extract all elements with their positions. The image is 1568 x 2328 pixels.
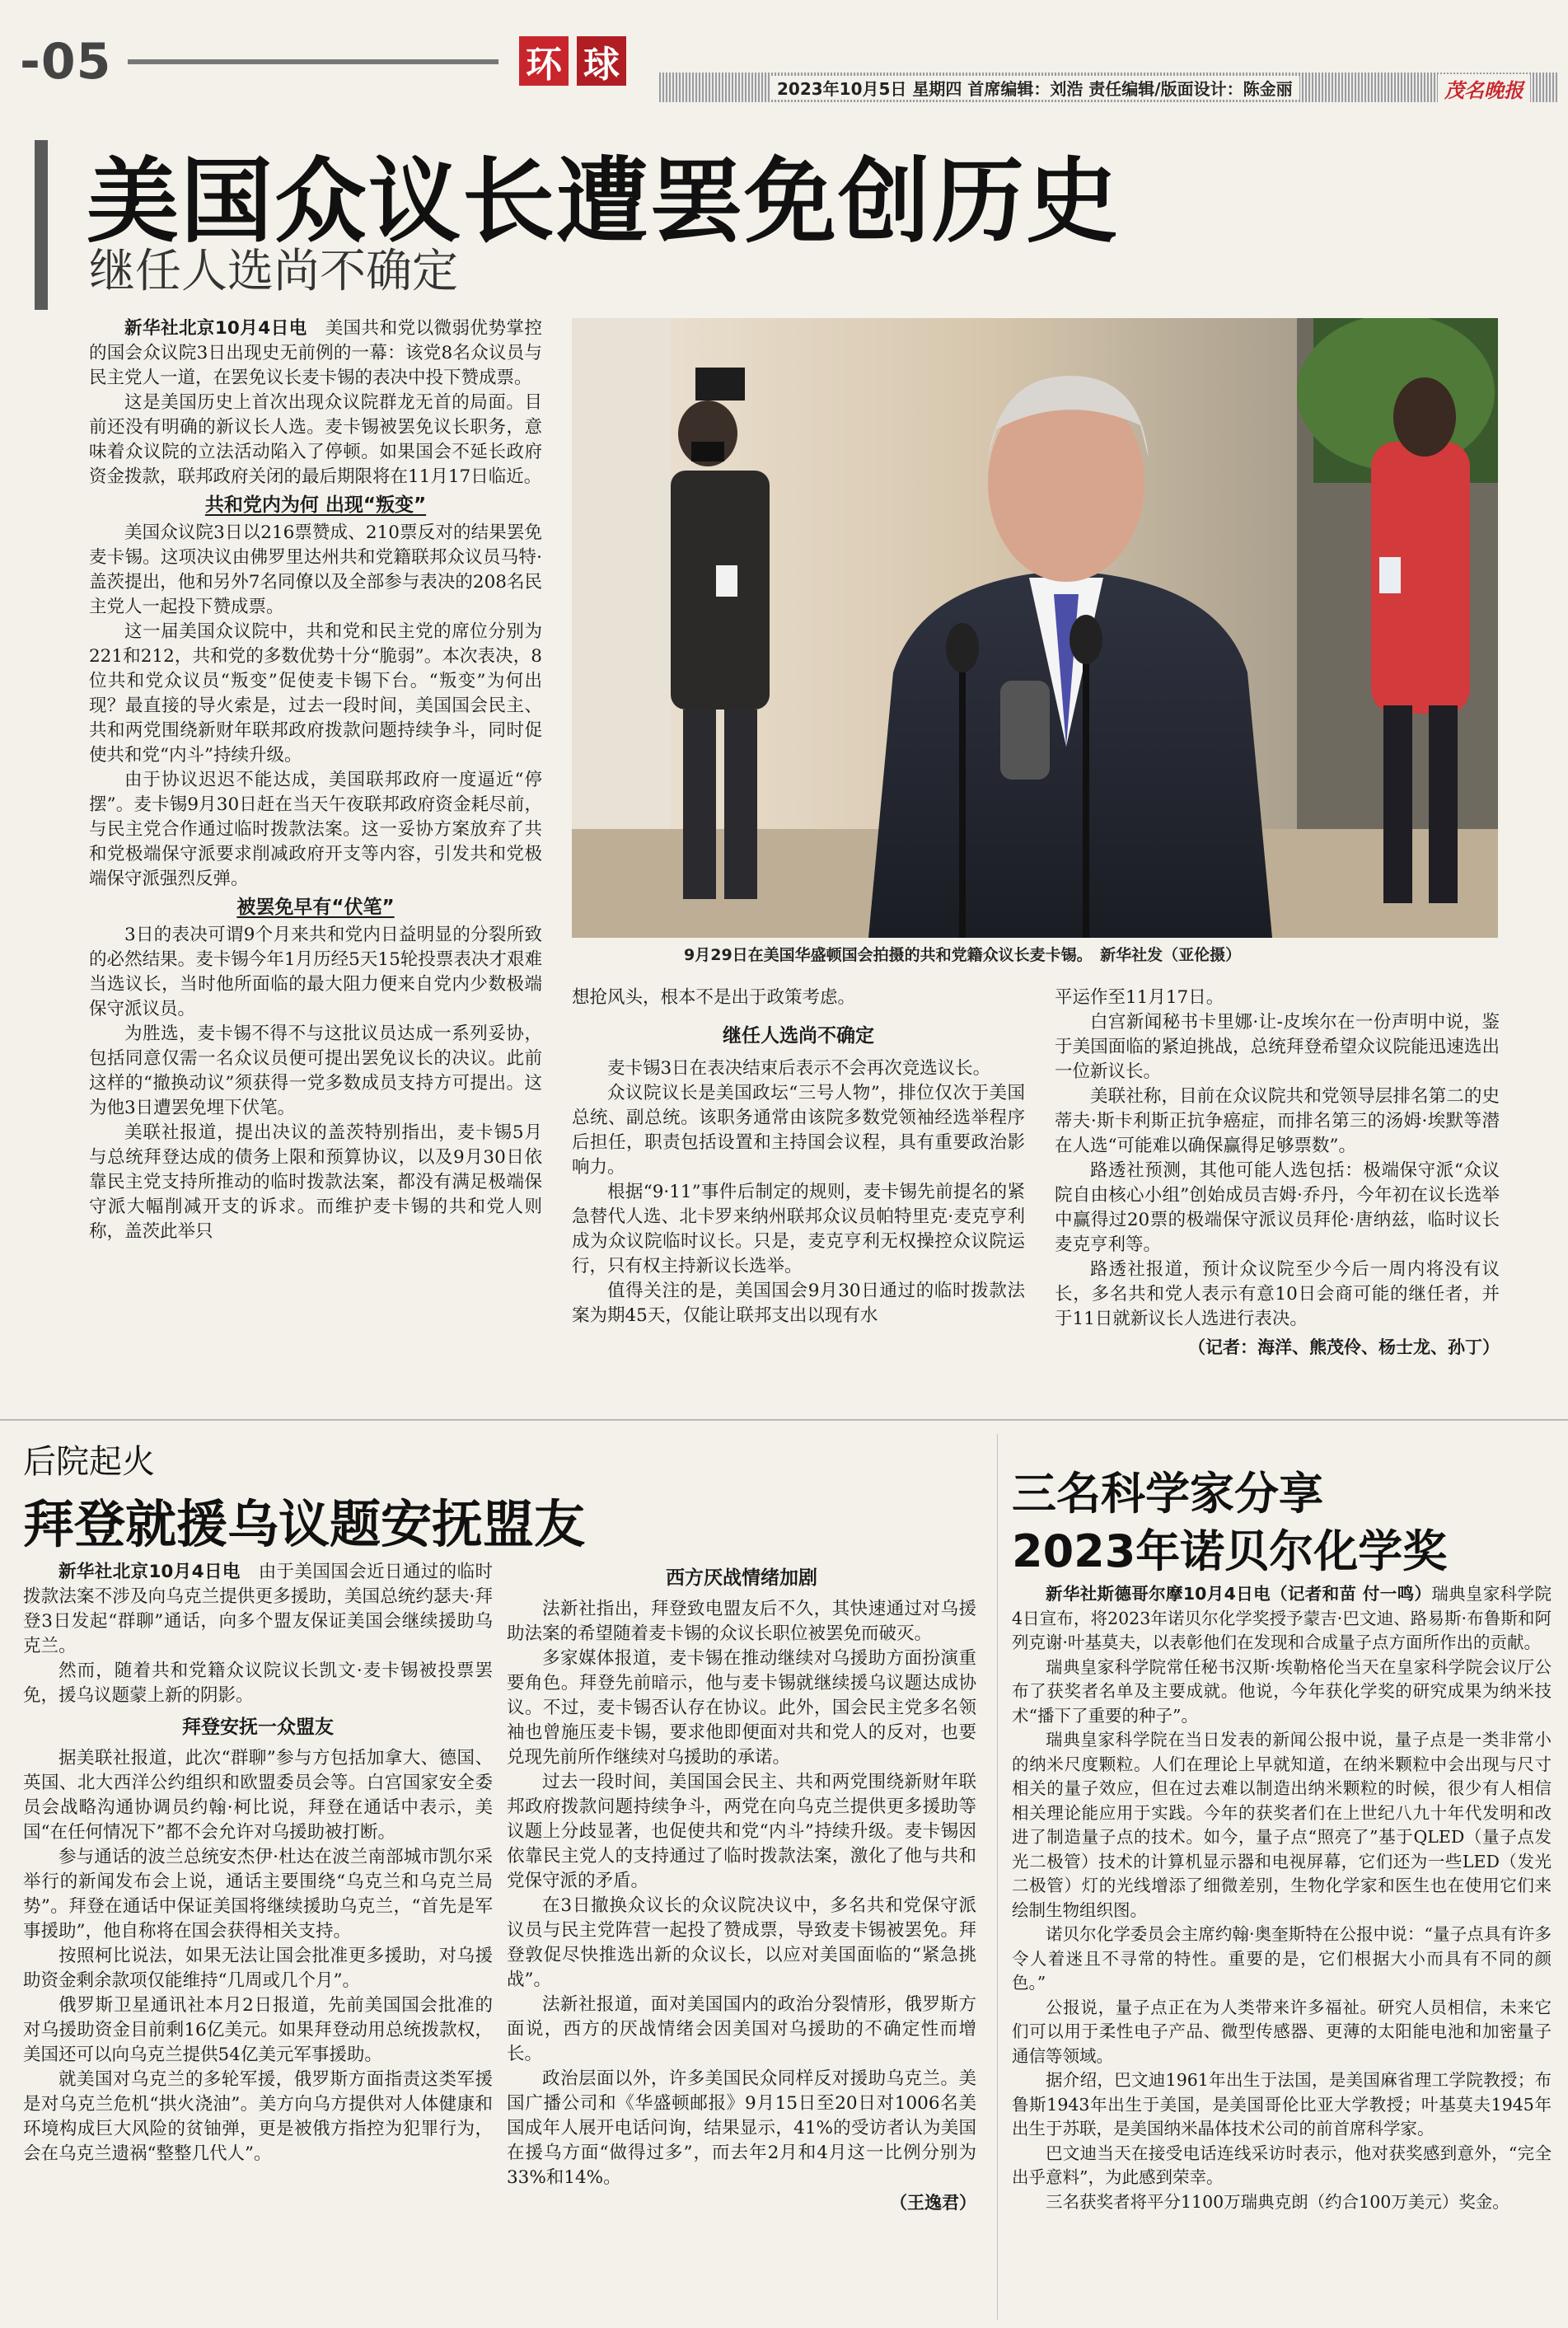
nobel-title-line-1: 三名科学家分享	[1012, 1468, 1323, 1520]
ukraine-byline: （王逸君）	[890, 2193, 976, 2213]
header-rule	[128, 59, 498, 64]
photo-caption: 9月29日在美国华盛顿国会拍摄的共和党籍众议长麦卡锡。 新华社发（亚伦摄）	[684, 946, 1242, 964]
ukraine-c2-p3: 过去一段时间，美国国会民主、共和两党围绕新财年联邦政府拨款问题持续争斗，两党在向乌克兰提供更多援助等议题上分歧显著，也促使共和党“内斗”持续升级。麦卡锡因依靠民主党人的支持通过了临时拨款法案，激化了他与共和党保守派的矛盾。	[507, 1772, 976, 1891]
nobel-p7: 巴文迪当天在接受电话连线采访时表示，他对获奖感到意外，“完全出乎意料”，为此感到荣幸。	[1012, 2143, 1552, 2187]
nobel-p4: 诺贝尔化学委员会主席约翰·奥奎斯特在公报中说：“量子点具有许多令人着迷且不寻常的特性。重要的是，它们根据大小而具有不同的颜色。”	[1012, 1924, 1552, 1993]
lead-c1-p7: 为胜选，麦卡锡不得不与这批议员达成一系列妥协，包括同意仅需一名众议员便可提出罢免议长的决议。此前这样的“撤换动议”须获得一党多数成员支持方可提出。这为他3日遭罢免埋下伏笔。	[89, 1023, 542, 1118]
ukraine-c2-p2: 多家媒体报道，麦卡锡在推动继续对乌援助方面扮演重要角色。拜登先前暗示，他与麦卡锡就继续援乌议题达成协议。不过，麦卡锡否认存在协议。此外，国会民主党多名领袖也曾施压麦卡锡，要求他即便面对共和党人的反对，也要兑现先前所作继续对乌援助的承诺。	[507, 1648, 976, 1768]
lead-c1-subhead-2: 被罢免早有“伏笔”	[236, 897, 395, 918]
lead-c3-p1: 平运作至11月17日。	[1055, 987, 1224, 1008]
nobel-p5: 公报说，量子点正在为人类带来许多福祉。研究人员相信，未来它们可以用于柔性电子产品、微型传感器、更薄的太阳能电池和加密量子通信等领域。	[1012, 1997, 1552, 2066]
ukraine-c1-p4: 参与通话的波兰总统安杰伊·杜达在波兰南部城市凯尔采举行的新闻发布会上说，通话主要围绕“乌克兰和乌克兰局势”。拜登在通话中保证美国将继续援助乌克兰，“首先是军事援助”，他自称将在国会获得相关支持。	[23, 1847, 493, 1942]
ukraine-dateline: 新华社北京10月4日电	[59, 1562, 241, 1582]
nobel-p3: 瑞典皇家科学院在当日发表的新闻公报中说，量子点是一类非常小的纳米尺度颗粒。人们在理论上早就知道，在纳米颗粒中会出现与尺寸相关的量子效应，但在过去难以制造出纳米颗粒的时候，很少有人相信相关理论能应用于实践。今年的获奖者们在上世纪八九十年代发明和改进了制造量子点的技术。如今，量子点“照亮了”基于QLED（量子点发光二极管）技术的计算机显示器和电视屏幕，它们还为一些LED（发光二极管）灯的光线增添了细微差别，生物化学家和医生也在使用它们来绘制生物组织图。	[1012, 1730, 1552, 1920]
ukraine-kicker: 后院起火	[23, 1443, 155, 1481]
lead-c1-p3: 美国众议院3日以216票赞成、210票反对的结果罢免麦卡锡。这项决议由佛罗里达州共和党籍联邦众议员马特·盖茨提出，他和另外7名同僚以及全部参与表决的208名民主党人一起投下赞成票。	[89, 522, 542, 617]
brand-logo: 茂名晚报	[1438, 74, 1530, 103]
ukraine-c2-p4: 在3日撤换众议长的众议院决议中，多名共和党保守派议员与民主党阵营一起投了赞成票，导致麦卡锡被罢免。拜登敦促尽快推选出新的众议长，以应对美国面临的“紧急挑战”。	[507, 1895, 976, 1990]
nobel-p2: 瑞典皇家科学院常任秘书汉斯·埃勒格伦当天在皇家科学院会议厅公布了获奖者名单及主要成就。他说，今年获化学奖的研究成果为纳米技术“播下了重要的种子”。	[1012, 1656, 1552, 1726]
photo-illustration	[572, 318, 1498, 938]
nobel-p6: 据介绍，巴文迪1961年出生于法国，是美国麻省理工学院教授；布鲁斯1943年出生于美国，是美国哥伦比亚大学教授；叶基莫夫1945年出生于苏联，是美国纳米晶体技术公司的前首席科学家。	[1012, 2070, 1552, 2138]
nobel-p8: 三名获奖者将平分1100万瑞典克朗（约合100万美元）奖金。	[1046, 2191, 1509, 2212]
lead-byline: （记者：海洋、熊茂伶、杨士龙、孙丁）	[1188, 1337, 1500, 1357]
nobel-column	[1012, 1582, 1552, 2324]
lead-c1-p4: 这一届美国众议院中，共和党和民主党的席位分别为221和212，共和党的多数优势十分“脆弱”。本次表决，8位共和党众议员“叛变”促使麦卡锡下台。“叛变”为何出现？最直接的导火索是，过去一段时间，美国国会民主、共和两党围绕新财年联邦政府拨款问题持续争斗，同时促使共和党“内斗”持续升级。	[89, 621, 542, 766]
ukraine-c2-p6: 政治层面以外，许多美国民众同样反对援助乌克兰。美国广播公司和《华盛顿邮报》9月15日至20日对1006名美国成年人展开电话问询，结果显示，41%的受访者认为美国在援乌方面“做得过多”，而去年2月和4月这一比例分别为33%和14%。	[507, 2068, 976, 2188]
lead-photo	[572, 318, 1498, 938]
ukraine-c1-p3: 据美联社报道，此次“群聊”参与方包括加拿大、德国、英国、北大西洋公约组织和欧盟委员会等。白宫国家安全委员会战略沟通协调员约翰·柯比说，拜登在通话中表示，美国“在任何情况下”都不会允许对乌援助被打断。	[23, 1748, 493, 1843]
lead-c3-p2: 白宫新闻秘书卡里娜·让-皮埃尔在一份声明中说，鉴于美国面临的紧迫挑战，总统拜登希望众议院能迅速选出一位新议长。	[1055, 1012, 1500, 1082]
ukraine-c1-p2: 然而，随着共和党籍众议院议长凯文·麦卡锡被投票罢免，援乌议题蒙上新的阴影。	[23, 1661, 493, 1706]
nobel-title-line-2: 2023年诺贝尔化学奖	[1012, 1525, 1448, 1577]
lead-c1-p8: 美联社报道，提出决议的盖茨特别指出，麦卡锡5月与总统拜登达成的债务上限和预算协议，以及9月30日依靠民主党支持所推动的临时拨款法案，都没有满足极端保守派大幅削减开支的诉求。而维护麦卡锡的共和党人则称，盖茨此举只	[89, 1122, 542, 1242]
lead-dateline: 新华社北京10月4日电	[124, 318, 307, 339]
header-info: 2023年10月5日 星期四 首席编辑：刘浩 责任编辑/版面设计：陈金丽	[770, 76, 1299, 100]
ukraine-title: 拜登就援乌议题安抚盟友	[23, 1494, 586, 1554]
ukraine-c2-subhead: 西方厌战情绪加剧	[666, 1567, 817, 1589]
lead-c2-p3: 众议院议长是美国政坛“三号人物”，排位仅次于美国总统、副总统。该职务通常由该院多数党领袖经选举程序后担任，职责包括设置和主持国会议程，具有重要政治影响力。	[572, 1083, 1025, 1178]
lead-c2-p5: 值得关注的是，美国国会9月30日通过的临时拨款法案为期45天，仅能让联邦支出以现有水	[572, 1281, 1025, 1326]
ukraine-c1-subhead: 拜登安抚一众盟友	[182, 1717, 334, 1738]
ukraine-column-1	[23, 1560, 493, 2322]
ukraine-c1-p7: 就美国对乌克兰的多轮军援，俄罗斯方面指责这类军援是对乌克兰危机“拱火浇油”。美方向乌方提供对人体健康和环境构成巨大风险的贫铀弹，更是被俄方指控为犯罪行为，会在乌克兰遗祸“整整几代人”。	[23, 2069, 493, 2164]
lead-c1-p6: 3日的表决可谓9个月来共和党内日益明显的分裂所致的必然结果。麦卡锡今年1月历经5天15轮投票表决才艰难当选议长，当时他所面临的最大阻力便来自党内少数极端保守派议员。	[89, 925, 542, 1019]
lead-c2-p1: 想抢风头，根本不是出于政策考虑。	[572, 987, 856, 1008]
lead-c3-p3: 美联社称，目前在众议院共和党领导层排名第二的史蒂夫·斯卡利斯正抗争癌症，而排名第三的汤姆·埃默等潜在人选“可能难以确保赢得足够票数”。	[1055, 1086, 1500, 1156]
section-badge-qiu: 球	[577, 36, 626, 86]
section-divider	[0, 1419, 1568, 1421]
lead-c3-p5: 路透社报道，预计众议院至少今后一周内将没有议长，多名共和党人表示有意10日会商可能的继任者，并于11日就新议长人选进行表决。	[1055, 1259, 1500, 1329]
ukraine-c1-p5: 按照柯比说法，如果无法让国会批准更多援助，对乌援助资金剩余款项仅能维持“几周或几个月”。	[23, 1946, 493, 1991]
lead-c2-p4: 根据“9·11”事件后制定的规则，麦卡锡先前提名的紧急替代人选、北卡罗来纳州联邦众议员帕特里克·麦克亨利成为众议院临时议长。只是，麦克亨利无权操控众议院运行，只有权主持新议长选举。	[572, 1182, 1025, 1276]
lead-title: 美国众议长遭罢免创历史	[87, 148, 1120, 255]
ukraine-c2-p1: 法新社指出，拜登致电盟友后不久，其快速通过对乌援助法案的希望随着麦卡锡的众议长职位被罢免而破灭。	[507, 1599, 976, 1644]
section-badge-huan: 环	[519, 36, 569, 86]
lead-c1-p2: 这是美国历史上首次出现众议院群龙无首的局面。目前还没有明确的新议长人选。麦卡锡被罢免议长职务，意味着众议院的立法活动陷入了停顿。如果国会不延长政府资金拨款，联邦政府关闭的最后期限将在11月17日临近。	[89, 392, 542, 487]
page-number: -05	[20, 33, 112, 91]
lead-c3-p4: 路透社预测，其他可能人选包括：极端保守派“众议院自由核心小组”创始成员吉姆·乔丹，今年初在议长选举中赢得过20票的极端保守派议员拜伦·唐纳兹，临时议长麦克亨利等。	[1055, 1160, 1500, 1255]
lead-c1-subhead-1: 共和党内为何 出现“叛变”	[204, 494, 427, 516]
ukraine-column-2	[507, 1566, 976, 2322]
lead-c1-p5: 由于协议迟迟不能达成，美国联邦政府一度逼近“停摆”。麦卡锡9月30日赶在当天午夜联邦政府资金耗尽前，与民主党合作通过临时拨款法案。这一妥协方案放弃了共和党极端保守派要求削减政府开支等内容，引发共和党极端保守派强烈反弹。	[89, 770, 542, 889]
ukraine-c2-p5: 法新社报道，面对美国国内的政治分裂情形，俄罗斯方面说，西方的厌战情绪会因美国对乌援助的不确定性而增长。	[507, 1994, 976, 2064]
lead-column-2	[572, 986, 1025, 1414]
nobel-p1: 瑞典皇家科学院4日宣布，将2023年诺贝尔化学奖授予蒙吉·巴文迪、路易斯·布鲁斯和阿列克谢·叶基莫夫，以表彰他们在发现和合成量子点方面所作出的贡献。	[1012, 1584, 1552, 1652]
lead-c2-subhead: 继任人选尚不确定	[723, 1025, 874, 1047]
nobel-dateline: 新华社斯德哥尔摩10月4日电（记者和苗 付一鸣）	[1046, 1584, 1432, 1604]
lead-accent-bar	[35, 140, 48, 310]
lead-c1-p1: 美国共和党以微弱优势掌控的国会众议院3日出现史无前例的一幕：该党8名众议员与民主党人一道，在罢免议长麦卡锡的表决中投下赞成票。	[89, 318, 542, 388]
lead-column-1	[89, 316, 542, 1412]
lead-subtitle: 继任人选尚不确定	[89, 245, 458, 298]
lead-column-3	[1055, 986, 1500, 1414]
column-rule	[997, 1434, 998, 2320]
ukraine-c1-p1: 由于美国国会近日通过的临时拨款法案不涉及向乌克兰提供更多援助，美国总统约瑟夫·拜登3日发起“群聊”通话，向多个盟友保证美国会继续援助乌克兰。	[23, 1562, 493, 1656]
ukraine-c1-p6: 俄罗斯卫星通讯社本月2日报道，先前美国国会批准的对乌援助资金目前剩16亿美元。如果拜登动用总统拨款权，美国还可以向乌克兰提供54亿美元军事援助。	[23, 1995, 493, 2065]
lead-c2-p2: 麦卡锡3日在表决结束后表示不会再次竞选议长。	[607, 1058, 991, 1079]
